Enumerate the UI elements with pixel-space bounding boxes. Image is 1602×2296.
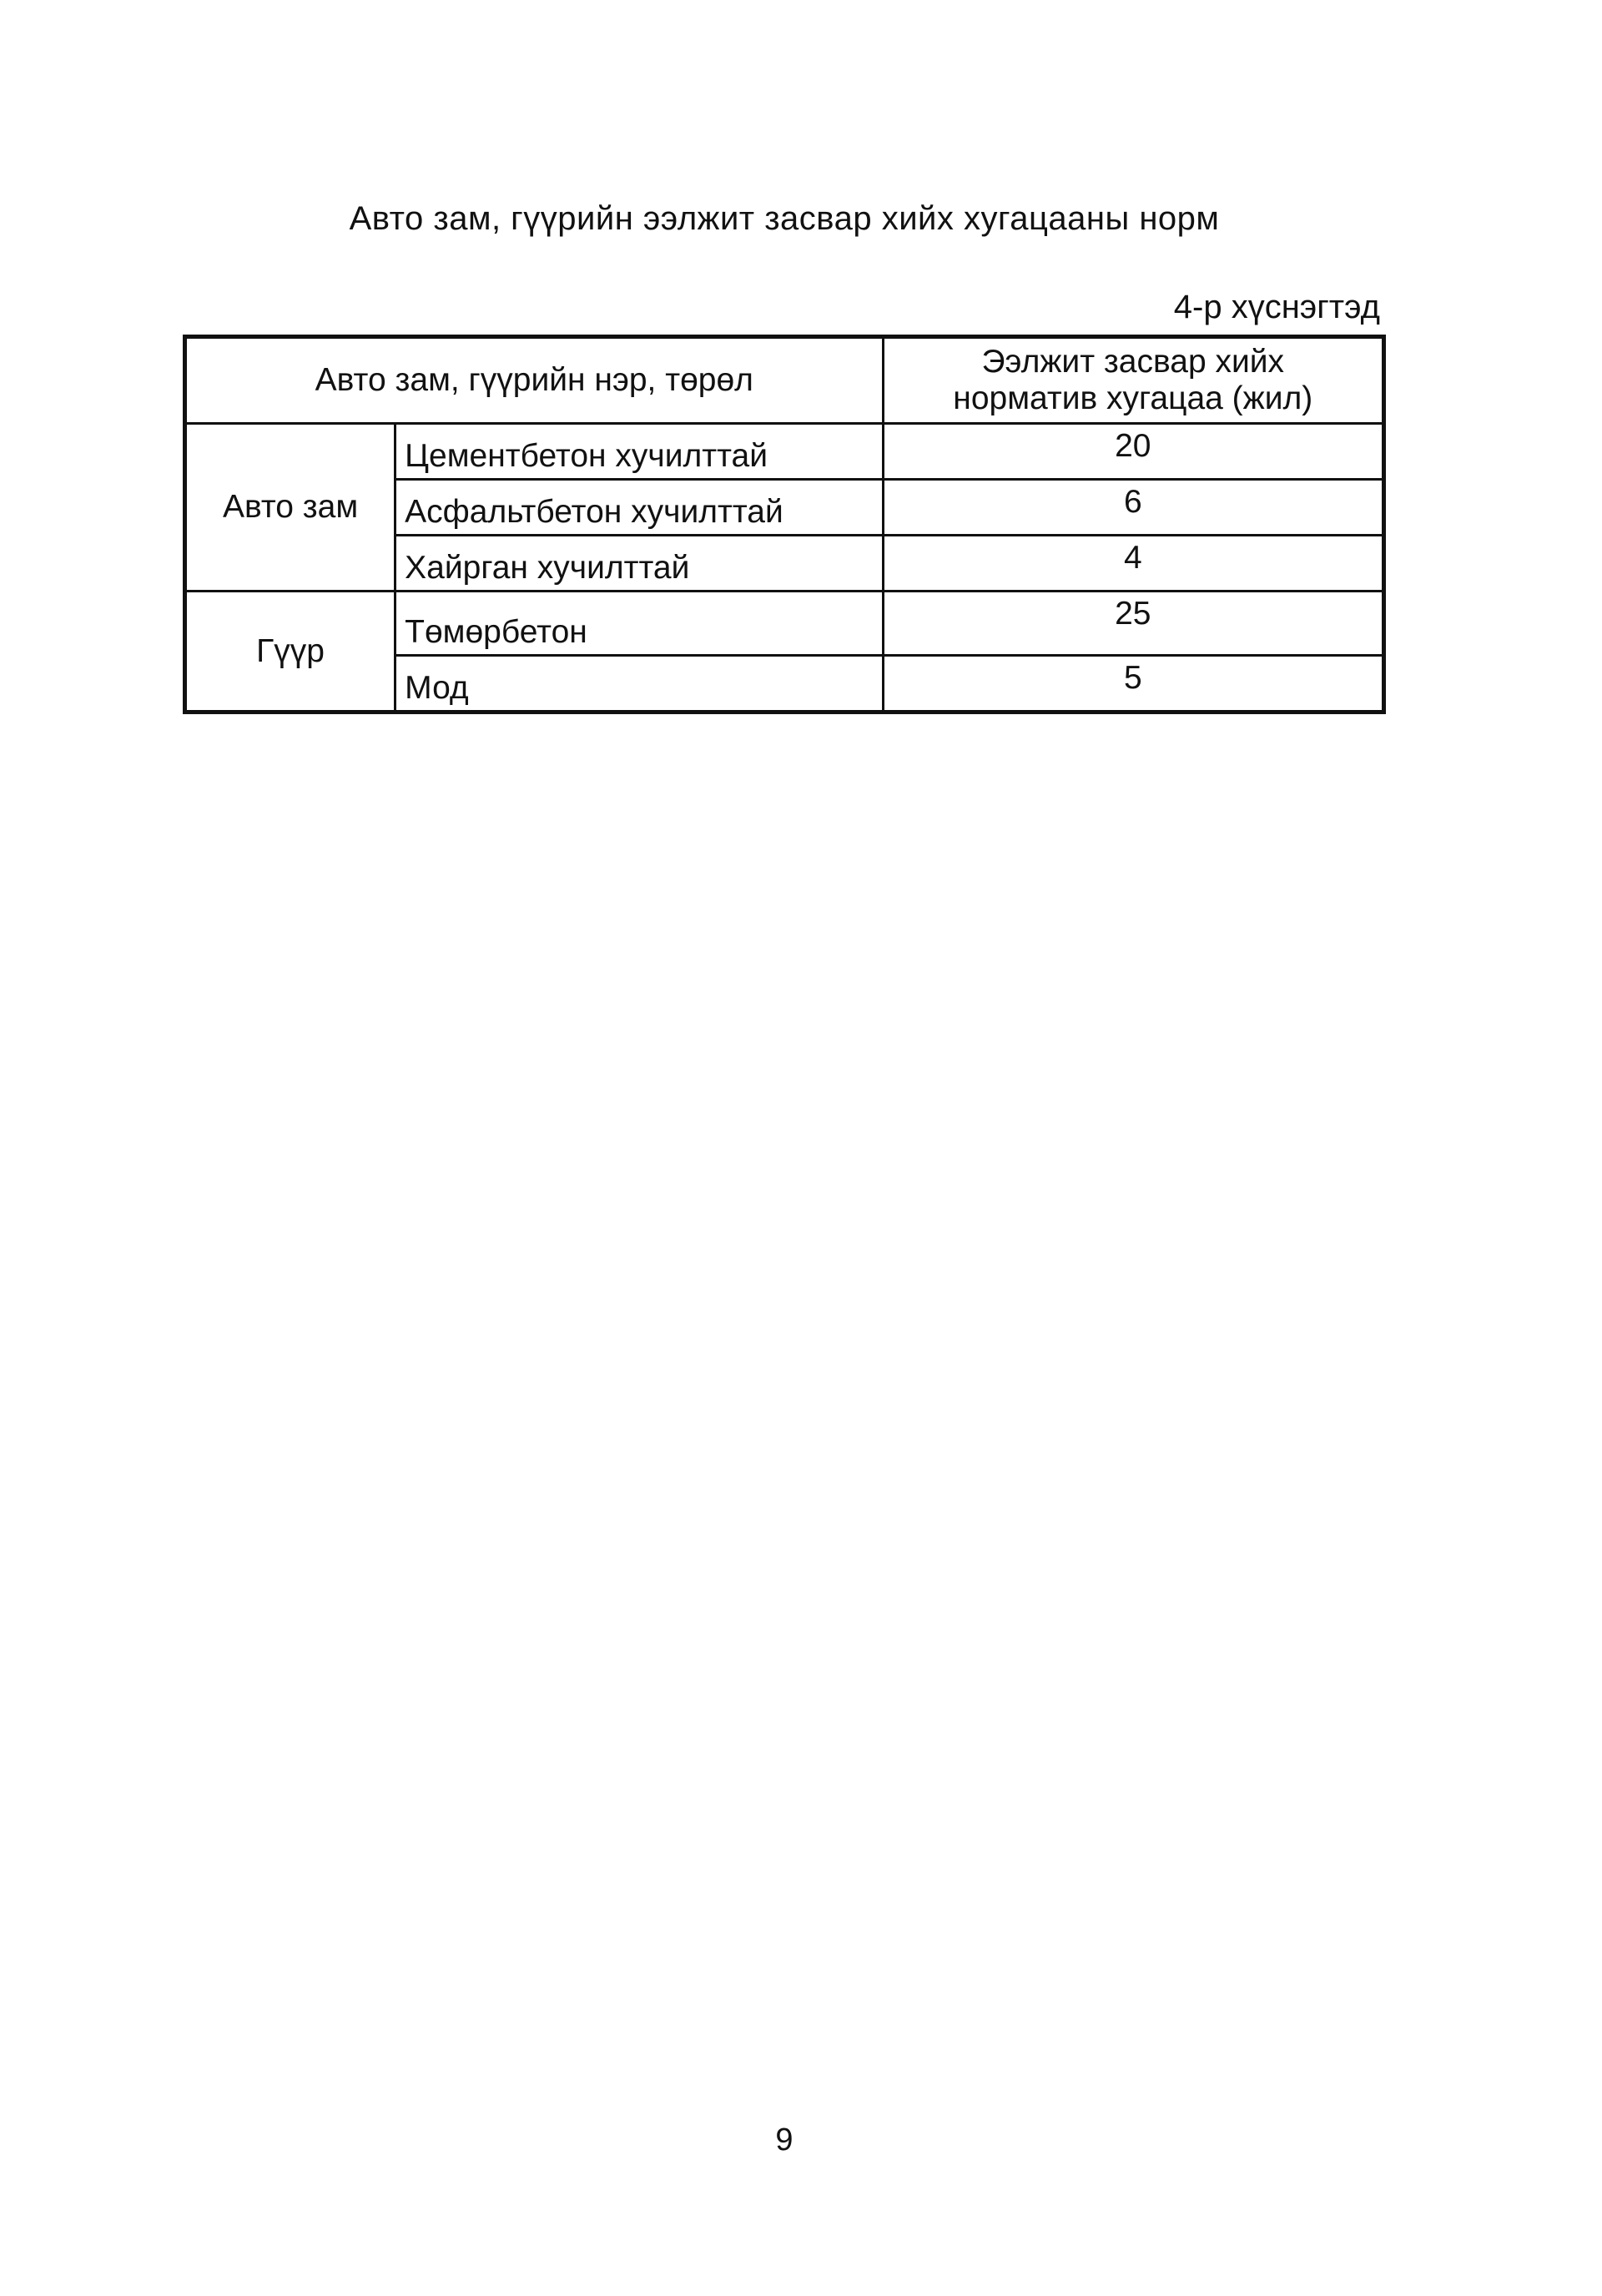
table-row bbox=[185, 424, 1384, 480]
years-cell: 6 bbox=[883, 480, 1383, 536]
page-number: 9 bbox=[775, 2122, 793, 2158]
type-cell: Асфальтбетон хучилттай bbox=[395, 480, 883, 536]
header-years-line2: норматив хугацаа (жил) bbox=[953, 380, 1313, 416]
group-cell-bridge: Гүүр bbox=[185, 592, 395, 712]
group-cell-road: Авто зам bbox=[185, 424, 395, 592]
years-cell: 20 bbox=[883, 424, 1383, 480]
header-years-line1: Ээлжит засвар хийх bbox=[981, 344, 1285, 380]
table-header-row bbox=[185, 337, 1384, 424]
type-cell: Мод bbox=[395, 656, 883, 712]
type-cell: Цементбетон хучилттай bbox=[395, 424, 883, 480]
table-row bbox=[185, 592, 1384, 656]
table-caption: 4-р хүснэгтэд bbox=[1173, 289, 1380, 325]
norm-table bbox=[183, 335, 1386, 714]
type-cell: Төмөрбетон bbox=[395, 592, 883, 656]
page-title: Авто зам, гүүрийн ээлжит засвар хийх хугацааны норм bbox=[349, 200, 1220, 237]
header-years-column bbox=[883, 337, 1383, 424]
years-cell: 4 bbox=[883, 536, 1383, 592]
header-name-column: Авто зам, гүүрийн нэр, төрөл bbox=[185, 337, 884, 424]
years-cell: 25 bbox=[883, 592, 1383, 656]
years-cell: 5 bbox=[883, 656, 1383, 712]
type-cell: Хайрган хучилттай bbox=[395, 536, 883, 592]
